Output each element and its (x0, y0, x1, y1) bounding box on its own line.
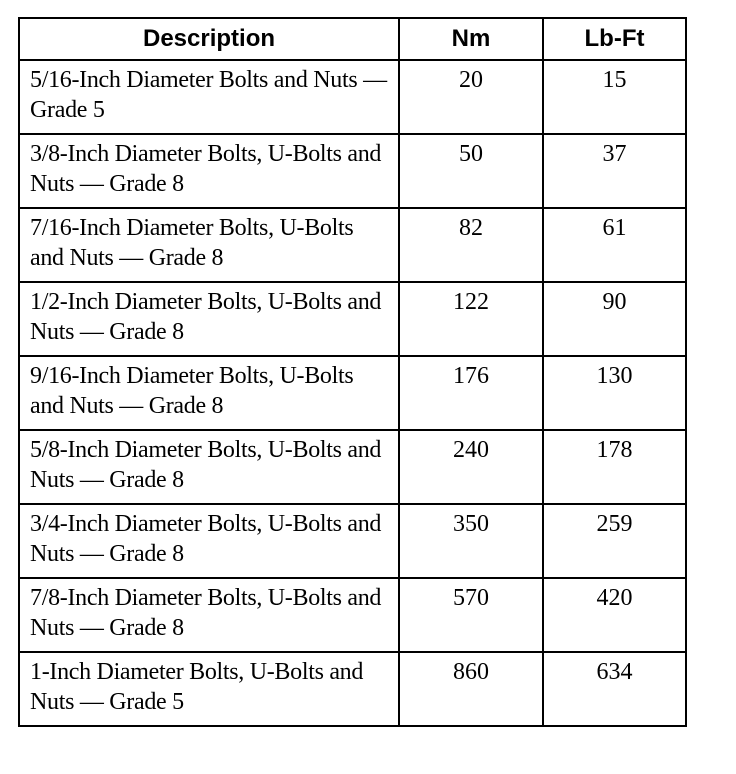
row-lbft-value: 178 (543, 430, 686, 504)
torque-spec-table (18, 17, 687, 727)
row-nm-value: 570 (399, 578, 543, 652)
header-description: Description (19, 18, 399, 60)
header-row (19, 18, 686, 60)
row-lbft-value: 90 (543, 282, 686, 356)
table-row (19, 60, 686, 134)
table-row (19, 504, 686, 578)
row-description: 3/4-Inch Diameter Bolts, U-Bolts and Nuts — Grade 8 (19, 504, 399, 578)
header-nm: Nm (399, 18, 543, 60)
table-row (19, 134, 686, 208)
row-lbft-value: 259 (543, 504, 686, 578)
row-lbft-value: 61 (543, 208, 686, 282)
header-lbft: Lb-Ft (543, 18, 686, 60)
table-row (19, 208, 686, 282)
table-row (19, 430, 686, 504)
row-nm-value: 82 (399, 208, 543, 282)
row-lbft-value: 37 (543, 134, 686, 208)
row-lbft-value: 420 (543, 578, 686, 652)
row-nm-value: 50 (399, 134, 543, 208)
row-nm-value: 176 (399, 356, 543, 430)
table-row (19, 282, 686, 356)
row-lbft-value: 15 (543, 60, 686, 134)
row-nm-value: 20 (399, 60, 543, 134)
row-nm-value: 860 (399, 652, 543, 726)
row-description: 9/16-Inch Diameter Bolts, U-Bolts and Nuts — Grade 8 (19, 356, 399, 430)
row-description: 3/8-Inch Diameter Bolts, U-Bolts and Nuts — Grade 8 (19, 134, 399, 208)
row-description: 7/8-Inch Diameter Bolts, U-Bolts and Nuts — Grade 8 (19, 578, 399, 652)
row-description: 5/16-Inch Diameter Bolts and Nuts — Grade 5 (19, 60, 399, 134)
row-lbft-value: 634 (543, 652, 686, 726)
row-description: 5/8-Inch Diameter Bolts, U-Bolts and Nuts — Grade 8 (19, 430, 399, 504)
row-description: 1/2-Inch Diameter Bolts, U-Bolts and Nuts — Grade 8 (19, 282, 399, 356)
table-row (19, 578, 686, 652)
row-description: 1-Inch Diameter Bolts, U-Bolts and Nuts — Grade 5 (19, 652, 399, 726)
table-header (19, 18, 686, 60)
row-nm-value: 122 (399, 282, 543, 356)
row-nm-value: 350 (399, 504, 543, 578)
row-lbft-value: 130 (543, 356, 686, 430)
row-description: 7/16-Inch Diameter Bolts, U-Bolts and Nuts — Grade 8 (19, 208, 399, 282)
row-nm-value: 240 (399, 430, 543, 504)
table-row (19, 356, 686, 430)
table-body (19, 60, 686, 726)
table-row (19, 652, 686, 726)
